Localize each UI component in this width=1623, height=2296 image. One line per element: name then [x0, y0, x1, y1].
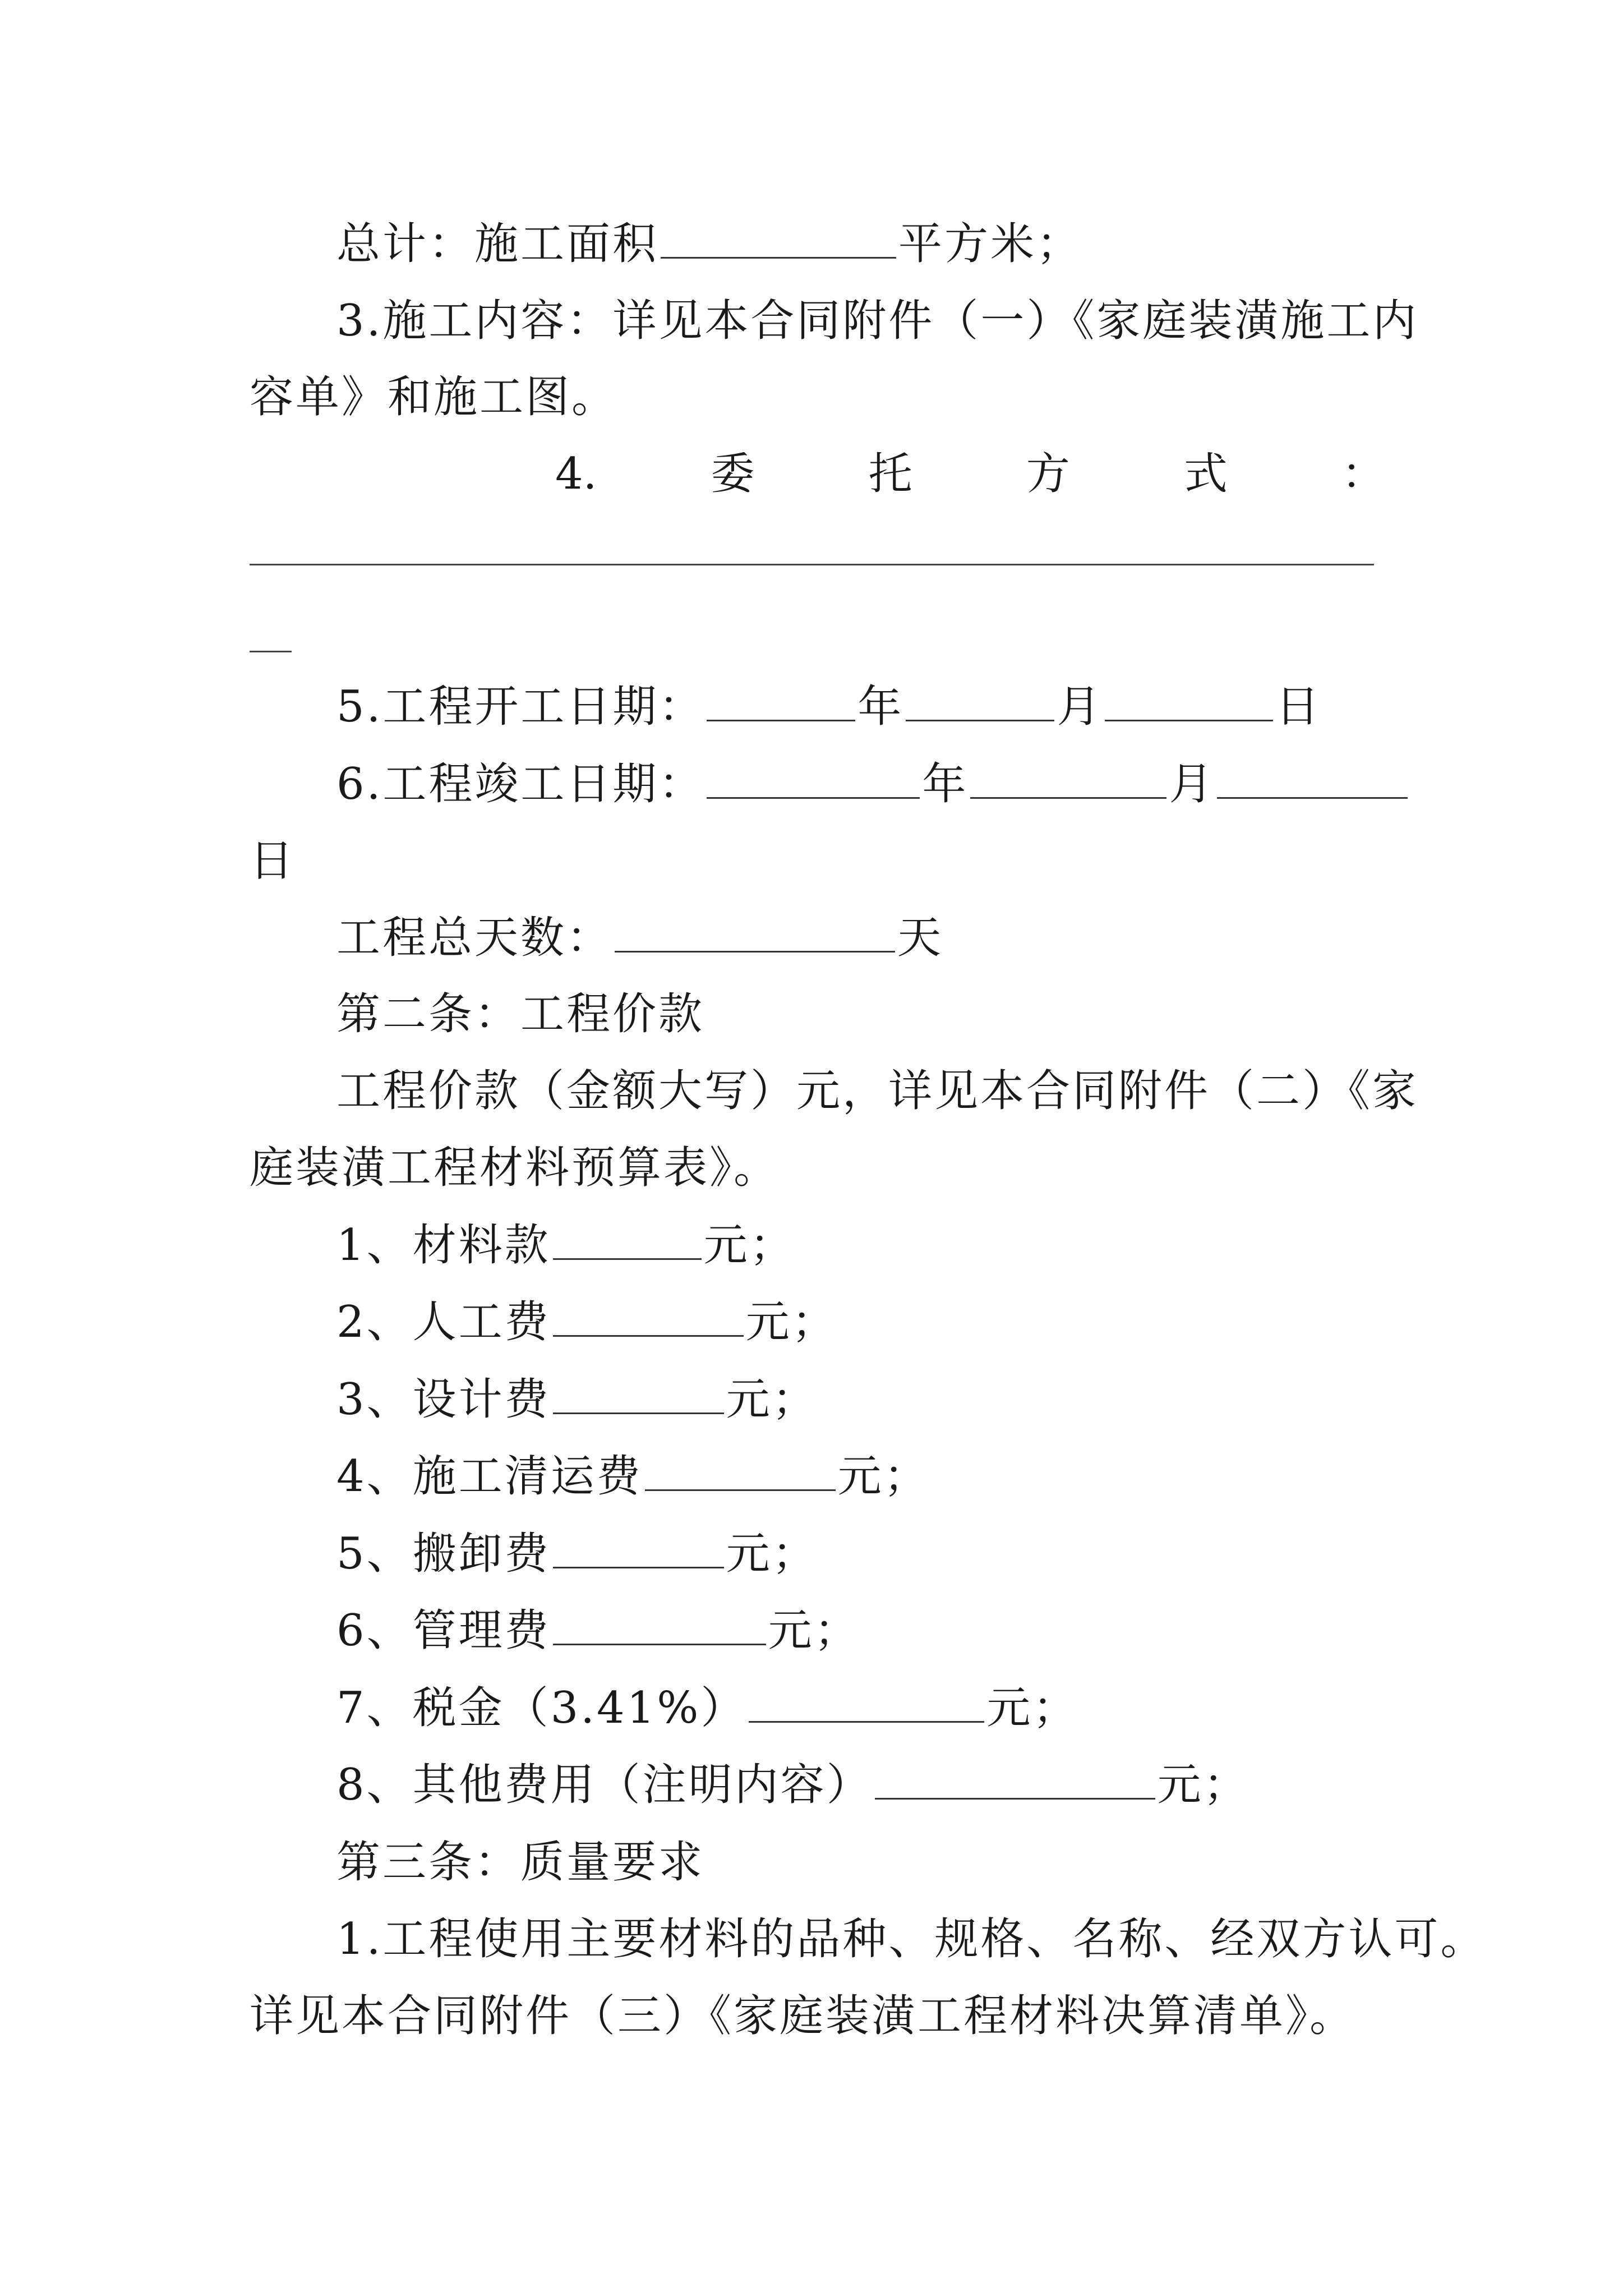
end-month-unit: 月: [1169, 759, 1215, 809]
entrust-colon: ：: [1341, 449, 1385, 499]
start-day-blank[interactable]: [1105, 680, 1273, 721]
fee-other-label: 8、其他费用（注明内容）: [336, 1760, 873, 1810]
fee-management-line: [336, 1603, 860, 1659]
end-day-unit: 日: [250, 836, 296, 886]
quality-line1: 1.工程使用主要材料的品种、规格、名称、经双方认可。: [336, 1914, 1487, 1964]
fee-cleanup-unit: 元；: [837, 1451, 930, 1502]
price-line1: 工程价款（金额大写）元，详见本合同附件（二）《家: [336, 1066, 1419, 1116]
entrust-number: 4.: [555, 449, 597, 499]
fee-cleanup-label: 4、施工清运费: [336, 1451, 643, 1502]
total-area-label: 总计：施工面积: [336, 219, 659, 269]
end-date-label: 6.工程竣工日期：: [336, 759, 705, 809]
total-area-line: [336, 216, 1082, 272]
end-month-blank[interactable]: [970, 758, 1166, 799]
fee-cleanup-blank[interactable]: [645, 1450, 836, 1491]
entrust-char-3: 方: [1026, 449, 1070, 499]
start-day-unit: 日: [1275, 682, 1322, 732]
fee-tax-blank[interactable]: [749, 1682, 984, 1723]
start-month-unit: 月: [1057, 682, 1103, 732]
end-date-line: [336, 756, 1410, 812]
entrust-char-2: 托: [868, 449, 912, 499]
fee-moving-label: 5、搬卸费: [336, 1529, 551, 1579]
start-date-line: [336, 679, 1321, 735]
total-days-unit: 天: [897, 913, 944, 963]
start-date-label: 5.工程开工日期：: [336, 682, 705, 732]
total-area-unit: 平方米；: [898, 219, 1083, 269]
quality-line2: 详见本合同附件（三）《家庭装潢工程材料决算清单》。: [250, 1991, 1356, 2041]
fee-management-unit: 元；: [768, 1605, 860, 1656]
fee-tax-unit: 元；: [986, 1683, 1079, 1733]
fee-labor-line: [336, 1294, 838, 1350]
fee-tax-label: 7、税金（3.41%）: [336, 1683, 747, 1733]
fee-management-label: 6、管理费: [336, 1605, 551, 1656]
fee-design-blank[interactable]: [553, 1373, 724, 1414]
start-year-blank[interactable]: [707, 680, 855, 721]
fee-moving-line: [336, 1526, 818, 1582]
fee-material-label: 1、材料款: [336, 1220, 551, 1271]
fee-material-unit: 元；: [703, 1220, 796, 1271]
total-days-label: 工程总天数：: [336, 913, 613, 963]
end-year-blank[interactable]: [707, 758, 920, 799]
entrust-char-4: 式: [1183, 449, 1228, 499]
fee-labor-label: 2、人工费: [336, 1297, 551, 1347]
article-2-title: 第二条：工程价款: [336, 989, 705, 1039]
entrust-method-heading: [555, 446, 1385, 502]
construction-content-line2: 容单》和施工图。: [250, 372, 618, 422]
end-day-blank[interactable]: [1217, 758, 1408, 799]
total-days-blank[interactable]: [615, 912, 895, 953]
fee-labor-blank[interactable]: [553, 1296, 744, 1337]
fee-other-unit: 元；: [1157, 1760, 1249, 1810]
fee-design-unit: 元；: [726, 1374, 818, 1425]
entrust-method-blank-long[interactable]: [250, 564, 1374, 565]
fee-management-blank[interactable]: [553, 1604, 766, 1645]
start-month-blank[interactable]: [906, 680, 1054, 721]
entrust-method-blank-short[interactable]: [250, 651, 292, 652]
fee-design-line: [336, 1372, 818, 1428]
fee-other-blank[interactable]: [875, 1759, 1155, 1800]
article-3-title: 第三条：质量要求: [336, 1837, 705, 1888]
start-year-unit: 年: [857, 682, 904, 732]
construction-content-line1: 3.施工内容：详见本合同附件（一）《家庭装潢施工内: [336, 296, 1419, 346]
fee-moving-blank[interactable]: [553, 1527, 724, 1568]
fee-cleanup-line: [336, 1448, 930, 1504]
fee-moving-unit: 元；: [726, 1529, 818, 1579]
fee-design-label: 3、设计费: [336, 1374, 551, 1425]
price-line2: 庭装潢工程材料预算表》。: [250, 1143, 780, 1193]
fee-material-line: [336, 1217, 796, 1273]
total-days-line: [336, 910, 943, 966]
total-area-blank[interactable]: [661, 218, 896, 259]
fee-tax-line: [336, 1680, 1078, 1736]
end-year-unit: 年: [922, 759, 969, 809]
fee-other-line: [336, 1757, 1249, 1813]
entrust-char-1: 委: [711, 449, 755, 499]
fee-labor-unit: 元；: [745, 1297, 838, 1347]
fee-material-blank[interactable]: [553, 1219, 702, 1260]
